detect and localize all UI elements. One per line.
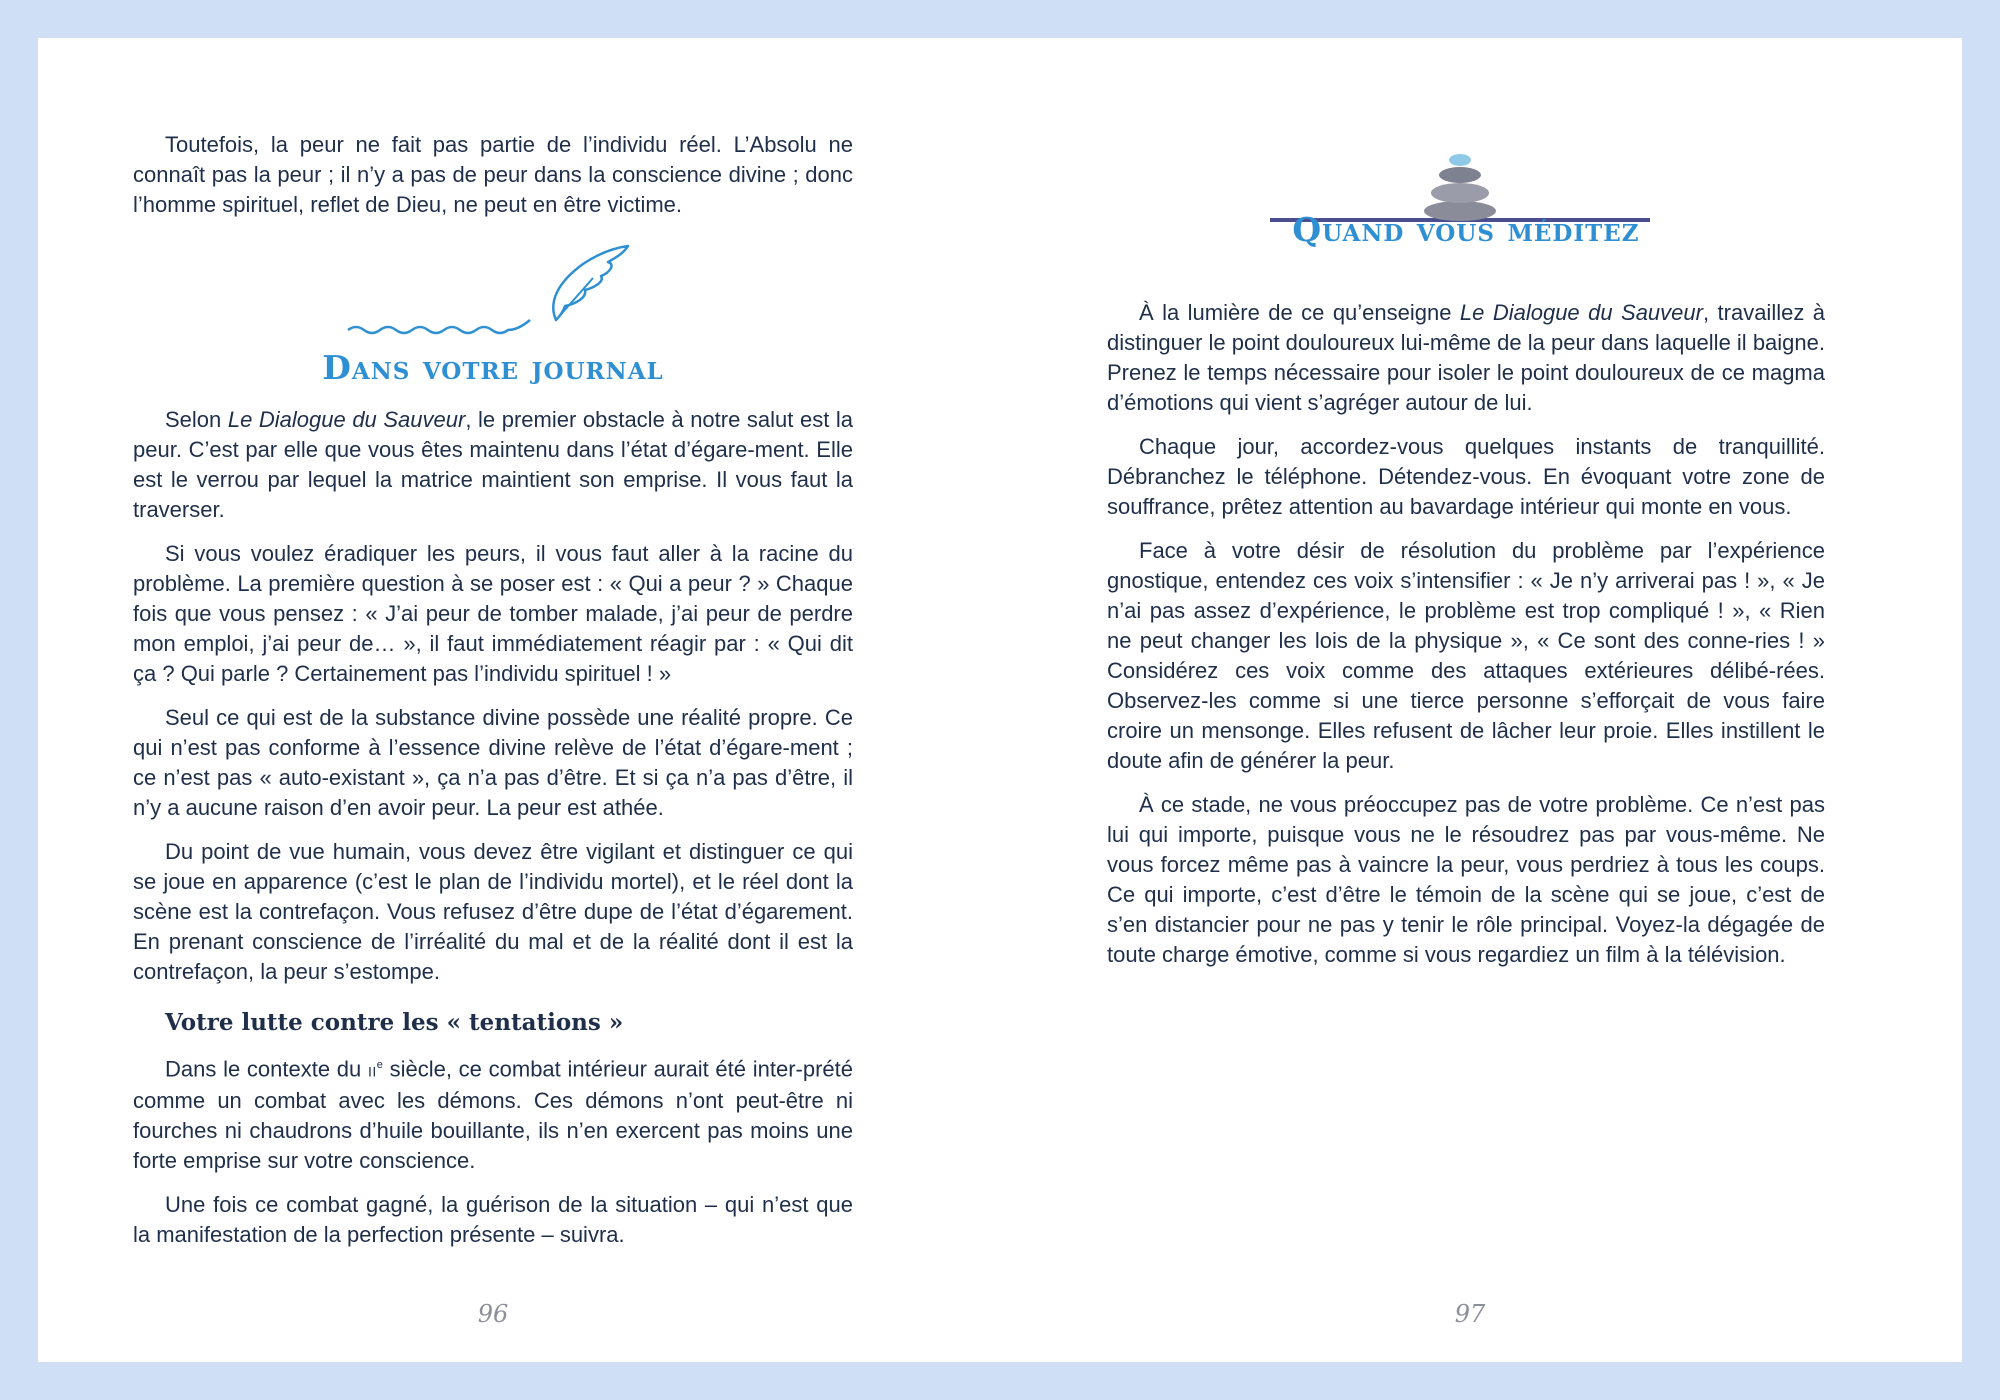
paragraph: Face à votre désir de résolution du problème par l’expérience gnostique, entendez ces voix s’intensifier : « Je n’y arriverai pas ! », « Je n’ai pas assez d’expérience, le problème est trop compliqué ! », « Rien ne peut changer les lois de la physique », « Ce sont des conne-ries ! » Considérez ces voix comme des attaques extérieures délibé-rées. Observez-les comme si une tierce personne s’efforçait de vous faire croire un mensonge. Elles refusent de lâcher leur proie. Elles instillent le doute afin de générer la peur. — [1107, 538, 1825, 773]
book-title-italic: Le Dialogue du Sauveur — [1459, 300, 1703, 325]
paragraph: À la lumière de ce qu’enseigne Le Dialogue du Sauveur, travaillez à distinguer le point douloureux lui-même de la peur dans laquelle il baigne. Prenez le temps nécessaire pour isoler le point douloureux de ce magma d’émotions qui vient s’agréger autour de lui. — [1107, 300, 1825, 415]
paragraph: Du point de vue humain, vous devez être vigilant et distinguer ce qui se joue en apparence (c’est le plan de l’individu mortel), et le réel dont la scène est la contrefaçon. Vous refusez d’être dupe de l’état d’égarement. En prenant conscience de l’irréalité du mal et de la réalité dont il est la contrefaçon, la peur s’estompe. — [133, 839, 853, 984]
book-spread — [38, 38, 1962, 1362]
paragraph: Chaque jour, accordez-vous quelques instants de tranquillité. Débranchez le téléphone. Détendez-vous. En évoquant votre zone de souffrance, prêtez attention au bavardage intérieur qui monte en vous. — [1107, 434, 1825, 519]
section-title-journal: Dans votre journal — [322, 348, 664, 387]
paragraph: À ce stade, ne vous préoccupez pas de votre problème. Ce n’est pas lui qui importe, puisque vous ne le résoudrez pas par vous-même. Ne vous forcez même pas à vaincre la peur, vous perdriez à tous les coups. Ce qui importe, c’est d’être le témoin de la scène qui se joue, c’est de s’en distancier pour ne pas y tenir le rôle principal. Voyez-la dégagée de toute charge émotive, comme si vous regardiez un film à la télévision. — [1107, 792, 1825, 967]
right-title-wrap — [1107, 210, 1825, 261]
paragraph: Seul ce qui est de la substance divine possède une réalité propre. Ce qui n’est pas conforme à l’essence divine relève de l’état d’égare-ment ; ce n’est pas « auto-existant », ça n’a pas d’être. Et si ça n’a pas d’être, il n’y a aucune raison d’en avoir peur. La peur est athée. — [133, 705, 853, 820]
paragraph: Selon Le Dialogue du Sauveur, le premier obstacle à notre salut est la peur. C’est par elle que vous êtes maintenu dans l’état d’égare-ment. Elle est le verrou par lequel la matrice maintient son emprise. Il vous faut la traverser. — [133, 407, 854, 522]
paragraph: Si vous voulez éradiquer les peurs, il vous faut aller à la racine du problème. La première question à se poser est : « Qui a peur ? » Chaque fois que vous pensez : « J’ai peur de tomber malade, j’ai peur de perdre mon emploi, j’ai peur de… », il faut immédiatement réagir par : « Qui dit ça ? Qui parle ? Certainement pas l’individu spirituel ! » — [133, 541, 853, 686]
left-text-column — [133, 130, 853, 1264]
page-number-right: 97 — [1454, 1300, 1486, 1328]
book-title-italic: Le Dialogue du Sauveur — [227, 407, 466, 432]
subheading: Votre lutte contre les « tentations » — [165, 1009, 624, 1036]
right-page — [1000, 38, 1962, 1362]
quill-pen-wave-icon — [343, 242, 643, 342]
intro-paragraph: Toutefois, la peur ne fait pas partie de l’individu réel. L’Absolu ne connaît pas la peur ; il n’y a pas de peur dans la conscience divine ; donc l’homme spirituel, reflet de Dieu, ne peut en être victime. — [133, 132, 853, 217]
section-title-meditez: Quand vous méditez — [1292, 210, 1640, 249]
paragraph: Dans le contexte du IIe siècle, ce combat intérieur aurait été inter-prété comme un combat avec les démons. Ces démons n’ont peut-être ni fourches ni chaudrons d’huile bouillante, ils n’en exercent pas moins une forte emprise sur votre conscience. — [133, 1056, 853, 1174]
century-numeral: II — [367, 1063, 377, 1080]
paragraph: Une fois ce combat gagné, la guérison de la situation – qui n’est que la manifestation de la perfection présente – suivra. — [133, 1192, 853, 1248]
right-text-column — [1107, 298, 1825, 984]
left-page — [38, 38, 1000, 1362]
page-number-left: 96 — [477, 1300, 509, 1328]
